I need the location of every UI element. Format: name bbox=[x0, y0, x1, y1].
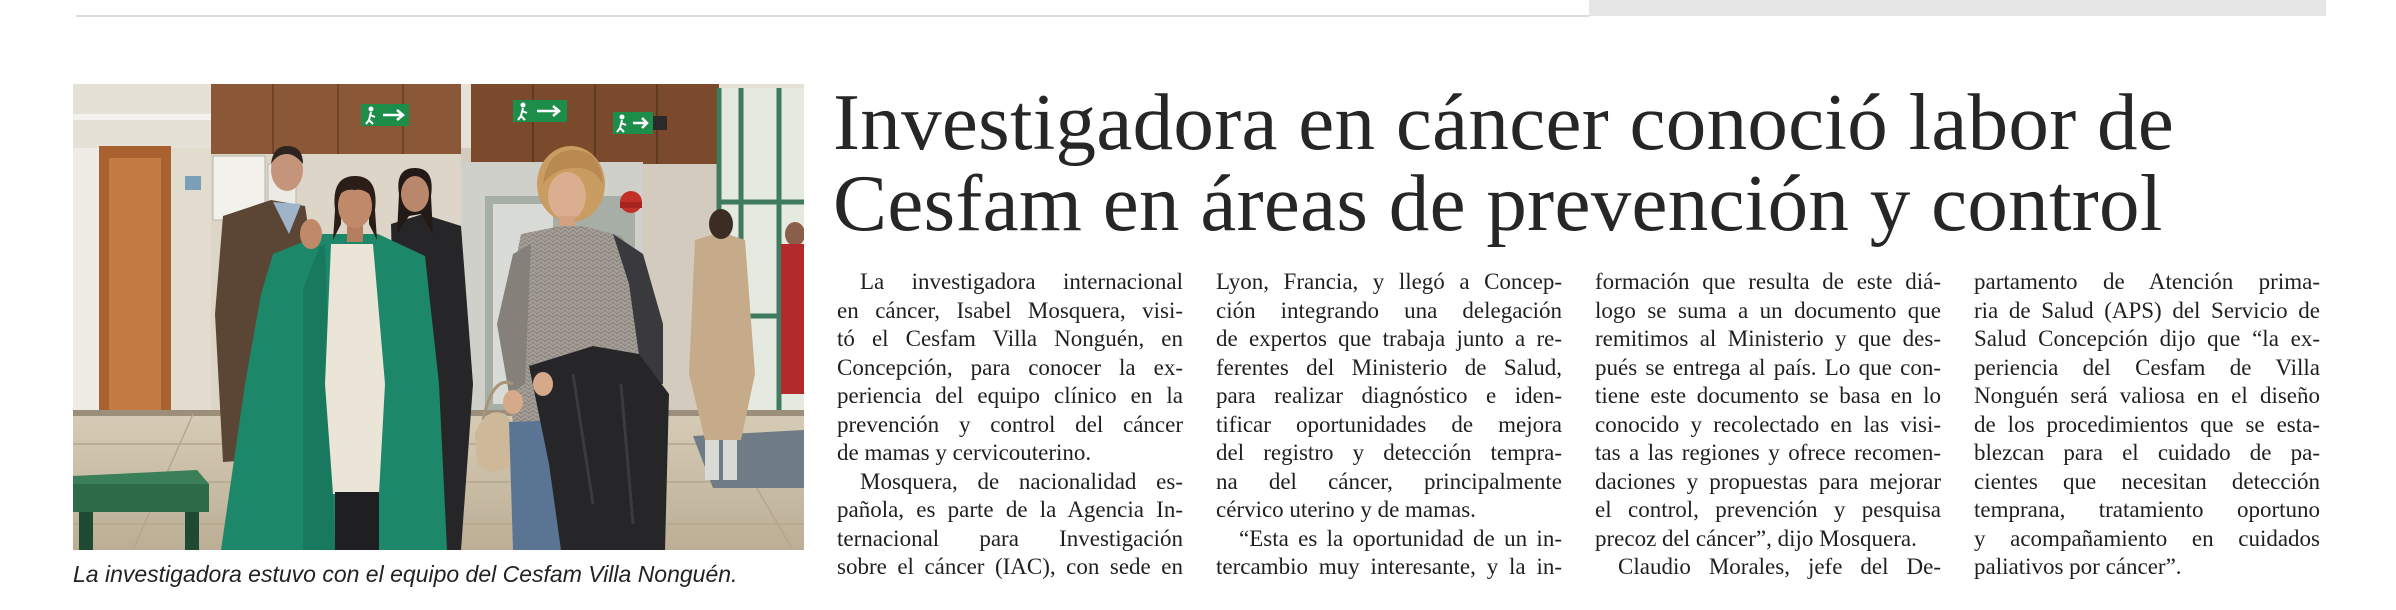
article-column-2 bbox=[1216, 268, 1562, 582]
top-gray-bar bbox=[1589, 0, 2326, 16]
headline bbox=[833, 77, 2175, 248]
body-line: daciones y propuestas para mejorar bbox=[1595, 468, 1941, 494]
body-line: logo se suma a un documento que bbox=[1595, 297, 1941, 323]
body-line: prevención y control del cáncer bbox=[837, 411, 1183, 437]
body-line: Concepción, para conocer la ex- bbox=[837, 354, 1183, 380]
body-line: pañola, es parte de la Agencia In- bbox=[837, 497, 1183, 522]
body-line: del registro y detección tempra- bbox=[1216, 440, 1562, 465]
body-line: tó el Cesfam Villa Nonguén, en bbox=[837, 326, 1183, 351]
body-line: y acompañamiento en cuidados bbox=[1974, 525, 2320, 551]
body-line: “Esta es la oportunidad de un in- bbox=[1239, 525, 1562, 551]
top-rule bbox=[76, 15, 1589, 17]
body-line: blezcan para el cuidado de pa- bbox=[1974, 440, 2320, 465]
person-red-jacket bbox=[781, 222, 804, 394]
body-line: de mamas y cervicouterino. bbox=[837, 440, 1092, 465]
body-line: Lyon, Francia, y llegó a Concep- bbox=[1216, 269, 1562, 294]
article-column-3 bbox=[1595, 268, 1941, 582]
body-line: ción integrando una delegación bbox=[1216, 297, 1562, 323]
body-line: precoz del cáncer”, dijo Mosquera. bbox=[1595, 525, 1917, 551]
body-line: tiene este documento se basa en lo bbox=[1595, 383, 1941, 408]
body-line: paliativos por cáncer”. bbox=[1974, 554, 2182, 579]
exit-sign-icon bbox=[361, 104, 409, 126]
body-line: ria de Salud (APS) del Servicio de bbox=[1974, 297, 2320, 323]
body-line: Nonguén será valiosa en el diseño bbox=[1974, 383, 2320, 408]
body-line: ferentes del Ministerio de Salud, bbox=[1216, 354, 1562, 380]
body-line: de expertos que trabaja junto a re- bbox=[1216, 326, 1562, 351]
body-line: Salud Concepción dijo que “la ex- bbox=[1974, 326, 2320, 351]
article-column-4 bbox=[1974, 268, 2320, 582]
body-line: conocido y recolectado en las visi- bbox=[1595, 411, 1941, 437]
article-column-1 bbox=[837, 268, 1183, 582]
person-red-cap bbox=[620, 191, 642, 213]
body-line: el control, prevención y pesquisa bbox=[1595, 497, 1941, 522]
body-line: para realizar diagnóstico e iden- bbox=[1216, 383, 1562, 408]
body-line: temprana, tratamiento oportuno bbox=[1974, 497, 2320, 522]
body-line: sobre el cáncer (IAC), con sede en bbox=[837, 554, 1183, 579]
body-line: pués se entrega al país. Lo que con- bbox=[1595, 354, 1941, 380]
body-line: cérvico uterino y de mamas. bbox=[1216, 497, 1476, 522]
body-line: cientes que necesitan detección bbox=[1974, 468, 2320, 494]
headline-line: Investigadora en cáncer conoció labor de bbox=[833, 77, 2175, 167]
body-line: na del cáncer, principalmente bbox=[1216, 468, 1562, 494]
body-line: periencia del Cesfam de Villa bbox=[1974, 354, 2320, 380]
body-line: ternacional para Investigación bbox=[837, 525, 1183, 551]
body-line: La investigadora internacional bbox=[860, 269, 1183, 294]
exit-sign-icon bbox=[513, 100, 567, 122]
body-line: Claudio Morales, jefe del De- bbox=[1618, 554, 1941, 579]
body-line: en cáncer, Isabel Mosquera, visi- bbox=[837, 297, 1183, 323]
body-line: remitimos al Ministerio y que des- bbox=[1595, 326, 1941, 351]
body-line: Mosquera, de nacionalidad es- bbox=[860, 468, 1183, 494]
body-line: periencia del equipo clínico en la bbox=[837, 383, 1183, 408]
article-photo bbox=[73, 84, 804, 550]
photo-caption: La investigadora estuvo con el equipo del Cesfam Villa Nonguén. bbox=[73, 561, 738, 587]
exit-sign-icon bbox=[613, 112, 653, 134]
body-line: formación que resulta de este diá- bbox=[1595, 269, 1941, 294]
body-line: tas a las regiones y ofrece recomen- bbox=[1595, 440, 1941, 465]
body-line: partamento de Atención prima- bbox=[1974, 269, 2320, 294]
body-line: tificar oportunidades de mejora bbox=[1216, 411, 1562, 437]
body-line: de los procedimientos que se esta- bbox=[1974, 411, 2320, 437]
body-line: tercambio muy interesante, y la in- bbox=[1216, 554, 1562, 579]
headline-line: Cesfam en áreas de prevención y control bbox=[833, 158, 2163, 248]
